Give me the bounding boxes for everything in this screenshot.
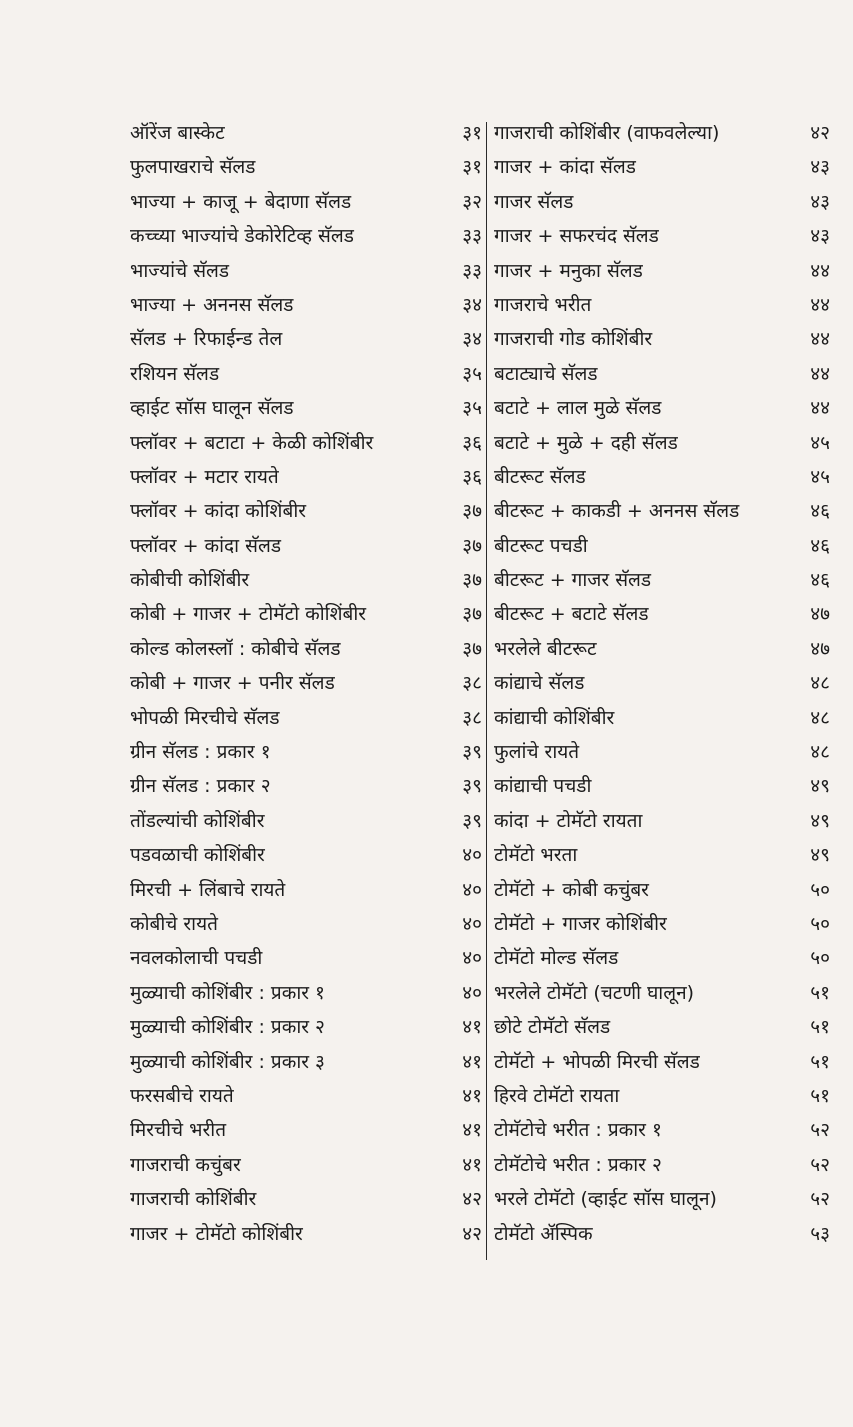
index-entry <box>494 735 830 769</box>
index-entry <box>130 907 482 941</box>
index-entry <box>130 288 482 322</box>
entry-page-number: ३७ <box>462 569 482 592</box>
index-entry <box>494 529 830 563</box>
index-entry <box>494 666 830 700</box>
index-entry <box>130 150 482 184</box>
entry-page-number: ४५ <box>810 465 830 488</box>
entry-title: गाजर + कांदा सॅलड <box>494 156 636 179</box>
index-entry <box>494 150 830 184</box>
index-entry <box>130 804 482 838</box>
entry-title: बीटरूट + बटाटे सॅलड <box>494 603 649 626</box>
entry-page-number: ३७ <box>462 637 482 660</box>
entry-page-number: ४४ <box>810 362 830 385</box>
entry-page-number: ३४ <box>462 328 482 351</box>
index-entry <box>494 804 830 838</box>
index-entry <box>130 666 482 700</box>
entry-title: मुळ्याची कोशिंबीर : प्रकार २ <box>130 1016 325 1039</box>
entry-page-number: ३३ <box>462 259 482 282</box>
entry-title: टोमॅटोचे भरीत : प्रकार १ <box>494 1119 662 1142</box>
index-entry <box>130 941 482 975</box>
entry-title: भरले टोमॅटो (व्हाईट सॉस घालून) <box>494 1188 717 1211</box>
entry-page-number: ३३ <box>462 225 482 248</box>
index-entry <box>494 1217 830 1251</box>
entry-page-number: ३७ <box>462 534 482 557</box>
entry-title: फुलपाखराचे सॅलड <box>130 156 256 179</box>
entry-page-number: ४४ <box>810 397 830 420</box>
entry-title: बटाटे + मुळे + दही सॅलड <box>494 431 678 454</box>
index-entry <box>130 1079 482 1113</box>
index-entry <box>130 391 482 425</box>
entry-title: व्हाईट सॉस घालून सॅलड <box>130 397 294 420</box>
entry-title: फ्लॉवर + मटार रायते <box>130 465 279 488</box>
entry-page-number: ४९ <box>810 775 830 798</box>
entry-title: पडवळाची कोशिंबीर <box>130 844 265 867</box>
entry-title: टोमॅटो + गाजर कोशिंबीर <box>494 912 667 935</box>
entry-title: टोमॅटो मोल्ड सॅलड <box>494 947 619 970</box>
entry-title: ग्रीन सॅलड : प्रकार १ <box>130 741 271 764</box>
entry-title: बीटरूट + काकडी + अननस सॅलड <box>494 500 740 523</box>
entry-page-number: ३९ <box>462 741 482 764</box>
index-entry <box>494 907 830 941</box>
left-index-column <box>130 116 482 1251</box>
index-entry <box>494 941 830 975</box>
entry-title: गाजराची गोड कोशिंबीर <box>494 328 653 351</box>
entry-title: गाजर + टोमॅटो कोशिंबीर <box>130 1222 303 1245</box>
entry-page-number: ४६ <box>810 500 830 523</box>
entry-page-number: ५१ <box>810 1050 830 1073</box>
index-entry <box>494 873 830 907</box>
entry-page-number: ३६ <box>462 465 482 488</box>
entry-title: भोपळी मिरचीचे सॅलड <box>130 706 280 729</box>
index-entry <box>130 701 482 735</box>
index-entry <box>494 976 830 1010</box>
entry-page-number: ४८ <box>810 672 830 695</box>
entry-title: मिरचीचे भरीत <box>130 1119 227 1142</box>
index-entry <box>130 529 482 563</box>
entry-page-number: ४६ <box>810 534 830 557</box>
entry-title: फरसबीचे रायते <box>130 1084 234 1107</box>
entry-page-number: ४२ <box>462 1188 482 1211</box>
entry-page-number: ४८ <box>810 706 830 729</box>
entry-title: बटाटे + लाल मुळे सॅलड <box>494 397 662 420</box>
entry-title: कोबी + गाजर + टोमॅटो कोशिंबीर <box>130 603 367 626</box>
entry-title: बीटरूट सॅलड <box>494 465 586 488</box>
entry-title: गाजर + सफरचंद सॅलड <box>494 225 659 248</box>
entry-page-number: ४१ <box>462 1153 482 1176</box>
entry-page-number: ४५ <box>810 431 830 454</box>
entry-page-number: ४४ <box>810 328 830 351</box>
index-entry <box>494 391 830 425</box>
index-entry <box>494 1182 830 1216</box>
entry-title: फुलांचे रायते <box>494 741 580 764</box>
entry-title: कच्च्या भाज्यांचे डेकोरेटिव्ह सॅलड <box>130 225 354 248</box>
entry-page-number: ३८ <box>462 706 482 729</box>
index-entry <box>494 460 830 494</box>
entry-page-number: ४२ <box>462 1222 482 1245</box>
entry-title: टोमॅटो + भोपळी मिरची सॅलड <box>494 1050 700 1073</box>
entry-title: बटाट्याचे सॅलड <box>494 362 598 385</box>
index-entry <box>494 322 830 356</box>
index-entry <box>494 1045 830 1079</box>
index-entry <box>494 769 830 803</box>
index-entry <box>494 632 830 666</box>
entry-page-number: ४८ <box>810 741 830 764</box>
index-entry <box>130 838 482 872</box>
entry-page-number: ४३ <box>810 190 830 213</box>
index-entry <box>494 288 830 322</box>
entry-page-number: ४९ <box>810 809 830 832</box>
entry-page-number: ३९ <box>462 775 482 798</box>
entry-title: कांद्याचे सॅलड <box>494 672 585 695</box>
entry-page-number: ३४ <box>462 293 482 316</box>
entry-title: टोमॅटो + कोबी कचुंबर <box>494 878 649 901</box>
entry-page-number: ३८ <box>462 672 482 695</box>
entry-page-number: ४४ <box>810 259 830 282</box>
index-entry <box>494 185 830 219</box>
index-entry <box>130 976 482 1010</box>
index-entry <box>130 426 482 460</box>
index-entry <box>130 735 482 769</box>
index-entry <box>130 769 482 803</box>
entry-title: रशियन सॅलड <box>130 362 220 385</box>
index-entry <box>130 219 482 253</box>
entry-page-number: ३२ <box>462 190 482 213</box>
entry-page-number: ४३ <box>810 156 830 179</box>
entry-page-number: ५० <box>810 912 830 935</box>
index-entry <box>130 597 482 631</box>
entry-page-number: ३५ <box>462 397 482 420</box>
entry-title: कोबी + गाजर + पनीर सॅलड <box>130 672 335 695</box>
entry-page-number: ४० <box>462 844 482 867</box>
index-entry <box>130 1182 482 1216</box>
entry-title: भरलेले बीटरूट <box>494 637 597 660</box>
index-entry <box>494 219 830 253</box>
entry-title: तोंडल्यांची कोशिंबीर <box>130 809 265 832</box>
entry-page-number: ४२ <box>810 122 830 144</box>
entry-title: ऑरेंज बास्केट <box>130 122 225 144</box>
index-entry <box>130 563 482 597</box>
entry-page-number: ५३ <box>810 1222 830 1245</box>
entry-page-number: ३५ <box>462 362 482 385</box>
column-divider <box>486 122 487 1260</box>
entry-page-number: ४७ <box>810 603 830 626</box>
entry-title: सॅलड + रिफाईन्ड तेल <box>130 328 283 351</box>
index-entry <box>494 254 830 288</box>
entry-title: गाजर + मनुका सॅलड <box>494 259 643 282</box>
index-entry <box>494 116 830 150</box>
index-entry <box>494 1010 830 1044</box>
entry-title: भाज्या + अननस सॅलड <box>130 293 294 316</box>
index-entry <box>130 1045 482 1079</box>
entry-title: टोमॅटोचे भरीत : प्रकार २ <box>494 1153 662 1176</box>
entry-page-number: ४९ <box>810 844 830 867</box>
entry-page-number: ५१ <box>810 1084 830 1107</box>
index-entry <box>494 1148 830 1182</box>
entry-page-number: ४० <box>462 947 482 970</box>
entry-page-number: ४१ <box>462 1050 482 1073</box>
entry-page-number: ५२ <box>810 1153 830 1176</box>
index-entry <box>494 1113 830 1147</box>
index-entry <box>130 322 482 356</box>
index-entry <box>130 357 482 391</box>
index-entry <box>494 563 830 597</box>
entry-title: टोमॅटो भरता <box>494 844 578 867</box>
index-entry <box>130 494 482 528</box>
entry-page-number: ३१ <box>462 122 482 144</box>
index-entry <box>130 1148 482 1182</box>
entry-title: गाजराची कोशिंबीर (वाफवलेल्या) <box>494 122 720 144</box>
entry-page-number: ४० <box>462 878 482 901</box>
index-entry <box>130 185 482 219</box>
entry-title: कोल्ड कोलस्लॉ : कोबीचे सॅलड <box>130 637 341 660</box>
entry-title: गाजराचे भरीत <box>494 293 592 316</box>
entry-title: बीटरूट + गाजर सॅलड <box>494 569 652 592</box>
index-entry <box>494 597 830 631</box>
entry-page-number: ४४ <box>810 293 830 316</box>
entry-title: गाजराची कोशिंबीर <box>130 1188 257 1211</box>
entry-title: टोमॅटो ॲस्पिक <box>494 1222 593 1245</box>
entry-page-number: ३९ <box>462 809 482 832</box>
index-entry <box>130 254 482 288</box>
entry-title: हिरवे टोमॅटो रायता <box>494 1084 620 1107</box>
index-entry <box>130 632 482 666</box>
entry-page-number: ५० <box>810 878 830 901</box>
entry-title: फ्लॉवर + कांदा कोशिंबीर <box>130 500 307 523</box>
entry-title: कांद्याची कोशिंबीर <box>494 706 615 729</box>
entry-title: फ्लॉवर + बटाटा + केळी कोशिंबीर <box>130 431 374 454</box>
entry-title: मुळ्याची कोशिंबीर : प्रकार ३ <box>130 1050 325 1073</box>
entry-title: कोबीचे रायते <box>130 912 218 935</box>
entry-title: छोटे टोमॅटो सॅलड <box>494 1016 611 1039</box>
index-entry <box>130 1217 482 1251</box>
entry-page-number: ५१ <box>810 1016 830 1039</box>
index-entry <box>130 1010 482 1044</box>
index-entry <box>494 494 830 528</box>
entry-title: गाजर सॅलड <box>494 190 574 213</box>
entry-page-number: ५२ <box>810 1119 830 1142</box>
entry-page-number: ३७ <box>462 500 482 523</box>
entry-page-number: ४१ <box>462 1119 482 1142</box>
entry-title: कोबीची कोशिंबीर <box>130 569 250 592</box>
entry-page-number: ४१ <box>462 1084 482 1107</box>
index-entry <box>494 357 830 391</box>
right-index-column <box>494 116 830 1251</box>
entry-page-number: ४० <box>462 912 482 935</box>
index-entry <box>130 116 482 150</box>
entry-title: कांदा + टोमॅटो रायता <box>494 809 643 832</box>
entry-title: नवलकोलाची पचडी <box>130 947 263 970</box>
entry-page-number: ५२ <box>810 1188 830 1211</box>
index-entry <box>494 1079 830 1113</box>
entry-title: मुळ्याची कोशिंबीर : प्रकार १ <box>130 981 325 1004</box>
entry-page-number: ३१ <box>462 156 482 179</box>
entry-page-number: ३६ <box>462 431 482 454</box>
entry-page-number: ४३ <box>810 225 830 248</box>
entry-title: भरलेले टोमॅटो (चटणी घालून) <box>494 981 695 1004</box>
entry-page-number: ४६ <box>810 569 830 592</box>
entry-title: मिरची + लिंबाचे रायते <box>130 878 286 901</box>
entry-page-number: ४७ <box>810 637 830 660</box>
index-entry <box>130 460 482 494</box>
entry-title: भाज्या + काजू + बेदाणा सॅलड <box>130 190 352 213</box>
entry-page-number: ४१ <box>462 1016 482 1039</box>
entry-page-number: ५० <box>810 947 830 970</box>
entry-title: भाज्यांचे सॅलड <box>130 259 230 282</box>
entry-page-number: ३७ <box>462 603 482 626</box>
entry-title: गाजराची कचुंबर <box>130 1153 241 1176</box>
entry-title: फ्लॉवर + कांदा सॅलड <box>130 534 282 557</box>
index-entry <box>494 838 830 872</box>
entry-title: कांद्याची पचडी <box>494 775 592 798</box>
entry-page-number: ४० <box>462 981 482 1004</box>
index-entry <box>130 1113 482 1147</box>
index-entry <box>130 873 482 907</box>
entry-title: बीटरूट पचडी <box>494 534 588 557</box>
index-entry <box>494 426 830 460</box>
index-entry <box>494 701 830 735</box>
entry-title: ग्रीन सॅलड : प्रकार २ <box>130 775 271 798</box>
entry-page-number: ५१ <box>810 981 830 1004</box>
